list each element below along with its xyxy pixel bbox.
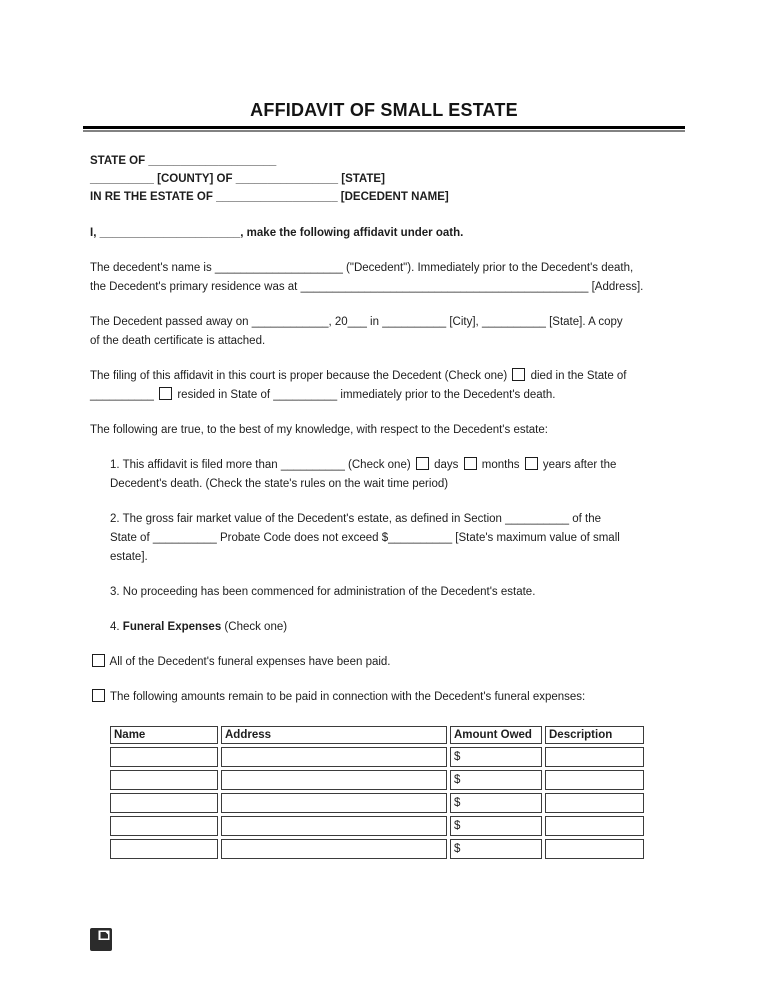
text-run: the Decedent's primary residence was at _____________________________________________ [Address]. [90, 281, 644, 293]
text-run: of the death certificate is attached. [90, 335, 266, 347]
text-run: STATE OF ____________________ [90, 155, 277, 167]
funeral-paid-option-line [90, 653, 678, 672]
item-4-funeral-expenses-line [110, 618, 678, 637]
text-run: resided in State of __________ immediately prior to the Decedent's death. [174, 389, 556, 401]
table-cell[interactable] [545, 793, 644, 813]
text-run: (Check one) [221, 621, 288, 633]
text-run: The filing of this affidavit in this court is proper because the Decedent (Check one) [90, 370, 511, 382]
court-caption [90, 152, 678, 206]
knowledge-statement-line [90, 421, 678, 440]
court-caption-line [90, 152, 678, 170]
item-1-wait-period-line [110, 456, 678, 475]
item-1-wait-period-line [110, 475, 678, 494]
table-cell[interactable] [221, 793, 447, 813]
table-cell[interactable] [221, 839, 447, 859]
table-row [110, 839, 644, 859]
item-3-no-proceeding-line [110, 583, 678, 602]
funeral-unpaid-option-line [90, 688, 678, 707]
checkbox[interactable] [92, 689, 105, 702]
table-cell[interactable]: $ [450, 770, 542, 790]
text-run: The Decedent passed away on ____________, 20___ in __________ [City], __________ [State]. A copy [90, 316, 623, 328]
text-run: IN RE THE ESTATE OF ___________________ [DECEDENT NAME] [90, 191, 449, 203]
checkbox[interactable] [92, 654, 105, 667]
oath-statement-line [90, 224, 678, 243]
court-caption-line [90, 188, 678, 206]
table-row [110, 816, 644, 836]
filing-proper-paragraph [90, 367, 678, 405]
text-run: 2. The gross fair market value of the Decedent's estate, as defined in Section __________ of the [110, 513, 602, 525]
item-2-estate-value-line [110, 529, 678, 548]
text-run: The following amounts remain to be paid in connection with the Decedent's funeral expenses: [107, 691, 586, 703]
death-date-paragraph-line [90, 332, 678, 351]
checkbox[interactable] [159, 387, 172, 400]
table-row [110, 747, 644, 767]
table-row [110, 770, 644, 790]
checkbox[interactable] [464, 457, 477, 470]
document-body [90, 152, 678, 707]
filing-proper-paragraph-line [90, 386, 678, 405]
text-run: __________ [COUNTY] OF ________________ [STATE] [90, 173, 385, 185]
title-rule-thick [83, 126, 685, 129]
table-cell[interactable]: $ [450, 816, 542, 836]
table-cell[interactable] [545, 839, 644, 859]
text-run: __________ [90, 389, 158, 401]
title-rule-thin [83, 130, 685, 132]
item-1-wait-period [110, 456, 678, 494]
item-2-estate-value-line [110, 548, 678, 567]
death-date-paragraph [90, 313, 678, 351]
text-run: months [478, 459, 523, 471]
funeral-paid-option [90, 653, 678, 672]
text-run: Decedent's death. (Check the state's rules on the wait time period) [110, 478, 449, 490]
decedent-name-paragraph-line [90, 259, 678, 278]
table-cell[interactable]: $ [450, 793, 542, 813]
text-run: 1. This affidavit is filed more than __________ (Check one) [110, 459, 414, 471]
table-body [110, 747, 644, 859]
table-cell[interactable] [545, 816, 644, 836]
table-row [110, 793, 644, 813]
checkbox[interactable] [512, 368, 525, 381]
text-run: Funeral Expenses [122, 621, 222, 633]
text-run: estate]. [110, 551, 148, 563]
decedent-name-paragraph-line [90, 278, 678, 297]
table-header-cell: Description [545, 726, 644, 744]
checkbox[interactable] [416, 457, 429, 470]
table-cell[interactable] [110, 793, 218, 813]
decedent-name-paragraph [90, 259, 678, 297]
table-cell[interactable] [221, 747, 447, 767]
item-2-estate-value-line [110, 510, 678, 529]
title-rule [83, 126, 685, 132]
legaltemplates-logo-icon [90, 928, 112, 951]
item-3-no-proceeding [110, 583, 678, 602]
funeral-expenses-table [107, 723, 647, 862]
oath-statement [90, 224, 678, 243]
item-2-estate-value [110, 510, 678, 567]
death-date-paragraph-line [90, 313, 678, 332]
table-cell[interactable] [110, 816, 218, 836]
text-run: I, ______________________, make the following affidavit under oath. [90, 227, 464, 239]
filing-proper-paragraph-line [90, 367, 678, 386]
table-cell[interactable] [545, 770, 644, 790]
table-cell[interactable] [221, 770, 447, 790]
text-run: 4. [110, 621, 123, 633]
text-run: All of the Decedent's funeral expenses have been paid. [107, 656, 391, 668]
page-title: AFFIDAVIT OF SMALL ESTATE [250, 100, 518, 120]
table-cell[interactable]: $ [450, 747, 542, 767]
table-cell[interactable] [110, 770, 218, 790]
funeral-unpaid-option [90, 688, 678, 707]
knowledge-statement [90, 421, 678, 440]
table-header-cell: Address [221, 726, 447, 744]
table-header-cell: Name [110, 726, 218, 744]
text-run: died in the State of [527, 370, 627, 382]
text-run: The decedent's name is ____________________ ("Decedent"). Immediately prior to the Decedent's death, [90, 262, 634, 274]
text-run: The following are true, to the best of my knowledge, with respect to the Decedent's estate: [90, 424, 548, 436]
table-cell[interactable] [545, 747, 644, 767]
table-cell[interactable] [221, 816, 447, 836]
text-run: State of __________ Probate Code does not exceed $__________ [State's maximum value of small [110, 532, 620, 544]
table-cell[interactable] [110, 839, 218, 859]
text-run: years after the [539, 459, 617, 471]
court-caption-line [90, 170, 678, 188]
table-header-cell: Amount Owed [450, 726, 542, 744]
text-run: days [430, 459, 462, 471]
table-header-row [110, 726, 644, 744]
table-cell[interactable]: $ [450, 839, 542, 859]
checkbox[interactable] [525, 457, 538, 470]
item-4-funeral-expenses [110, 618, 678, 637]
text-run: 3. No proceeding has been commenced for administration of the Decedent's estate. [110, 586, 536, 598]
table-cell[interactable] [110, 747, 218, 767]
